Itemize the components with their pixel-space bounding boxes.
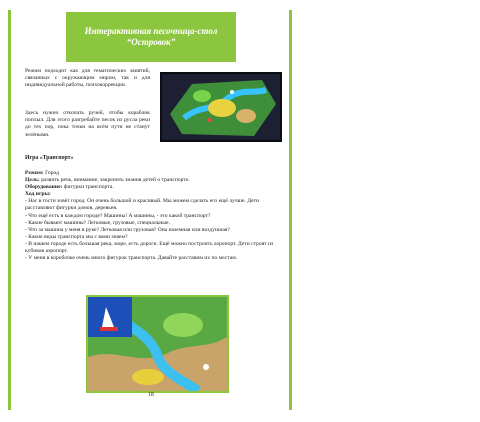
- game-heading: Игра «Транспорт»: [25, 155, 74, 161]
- page-title: Интерактивная песочница-стол “Островок”: [84, 26, 218, 47]
- task-paragraph: Здесь нужно откопать ручей, чтобы кораблик поплыл. Для этого разгребайте песок из русла реки до тех пор, пока точки на всём пути не станут зелёными.: [25, 110, 150, 138]
- equipment-line: [25, 184, 283, 191]
- dialogue-line: - Что ещё есть в каждом городе? Машины! А машины, - это какой транспорт?: [25, 212, 211, 219]
- dialogue-line: - Какие виды транспорта мы с вами знаем?: [25, 233, 128, 240]
- dialogue-line: - У меня в коробочке очень много фигурок транспорта. Давайте расставим их по местам.: [25, 255, 238, 262]
- sandbox-photo-bottom: [86, 295, 229, 393]
- progress-label: Ход игры:: [25, 191, 51, 198]
- dialogue-line: - Нас в гости зовёт город. Он очень большой и красивый. Мы можем сделать его ещё лучше. Дети расставляют фигурки домов, деревьев.: [25, 198, 260, 212]
- dialogue-line: - В нашем городе есть большая река, море, есть дороги. Ещё можно построить аэропорт. Дети строят из кубиков аэропорт.: [25, 240, 274, 255]
- right-margin-rule: [289, 10, 292, 410]
- mode-value: Город: [43, 170, 59, 176]
- equipment-label: Оборудование:: [25, 184, 63, 191]
- title-banner: [66, 12, 236, 62]
- game-description: [25, 170, 283, 262]
- left-margin-rule: [8, 10, 11, 410]
- dialogue-line: - Что за машина у меня в руке? Легковая или грузовая? Она наземная или воздушная?: [25, 226, 230, 233]
- dialogue-line: - Какие бывают машины? Легковые, грузовые, специальные.: [25, 219, 170, 226]
- sandbox-photo-top: [160, 72, 282, 142]
- equipment-value: фигурки транспорта.: [62, 184, 114, 191]
- sandbox-island-image: [162, 74, 280, 140]
- goal-value: развить речь, внимание; закрепить знания детей о транспорте.: [39, 177, 190, 184]
- page-number: 18: [148, 392, 154, 398]
- mode-label: Режим:: [25, 170, 44, 176]
- intro-paragraph: Режим подходит как для тематических занятий, связанных с окружающим миром, так и для индивидуальной работы, психокоррекции.: [25, 68, 150, 89]
- sandbox-city-image: [88, 297, 227, 391]
- goal-label: Цель:: [25, 177, 40, 184]
